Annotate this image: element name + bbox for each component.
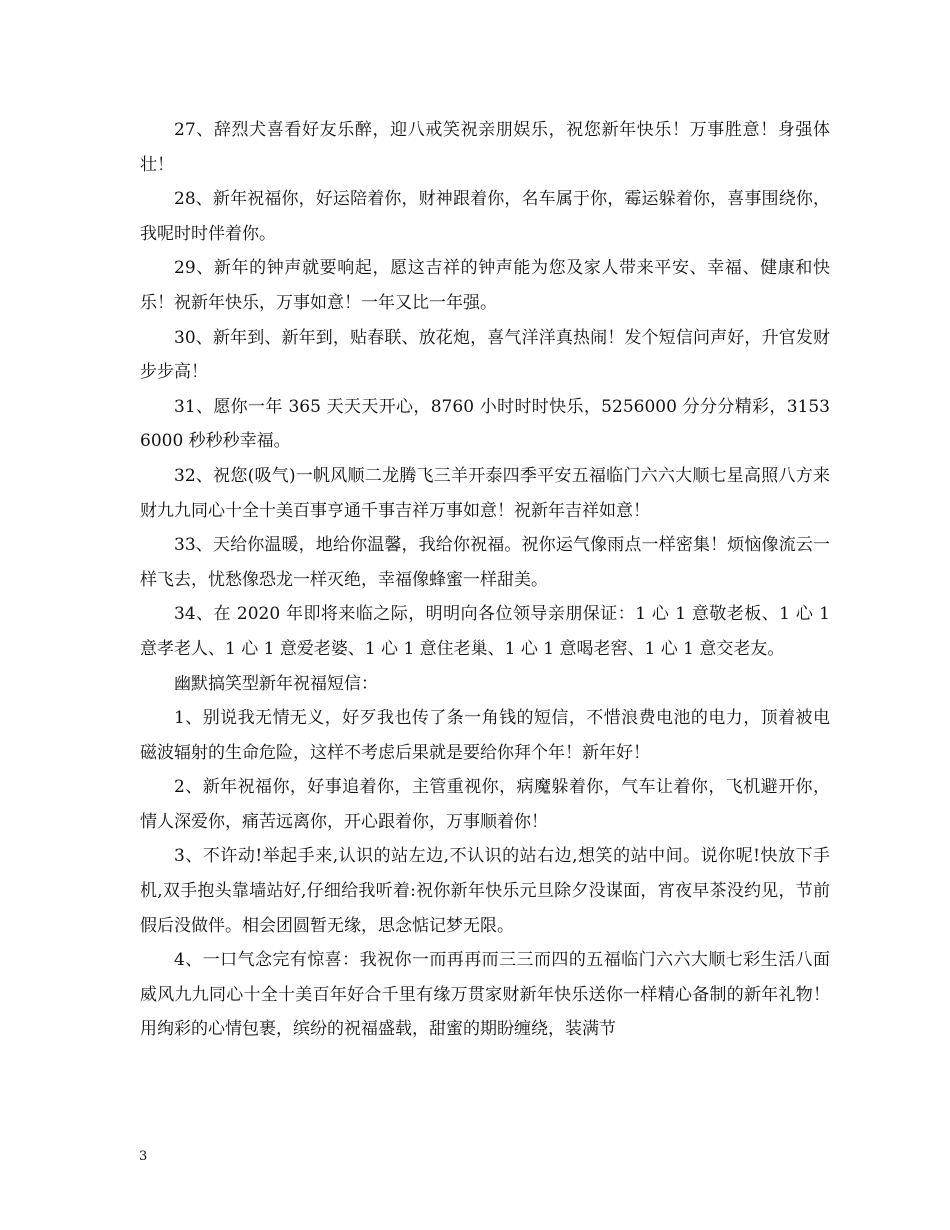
paragraph-28: 28、新年祝福你，好运陪着你，财神跟着你，名车属于你，霉运躲着你，喜事围绕你，我呢时时伴着你。 bbox=[140, 189, 830, 244]
paragraph-29: 29、新年的钟声就要响起，愿这吉祥的钟声能为您及家人带来平安、幸福、健康和快乐！祝新年快乐，万事如意！一年又比一年强。 bbox=[140, 258, 830, 313]
paragraph-humor-1: 1、别说我无情无义，好歹我也传了条一角钱的短信，不惜浪费电池的电力，顶着被电磁波辐射的生命危险，这样不考虑后果就是要给你拜个年！新年好！ bbox=[140, 708, 830, 763]
section-heading: 幽默搞笑型新年祝福短信： bbox=[174, 673, 378, 694]
paragraph-34: 34、在 2020 年即将来临之际，明明向各位领导亲朋保证：1 心 1 意敬老板、1 心 1 意孝老人、1 心 1 意爱老婆、1 心 1 意住老巢、1 心 1 意喝老窖、1 心 1 意交老友。 bbox=[140, 604, 830, 659]
paragraph-32: 32、祝您(吸气)一帆风顺二龙腾飞三羊开泰四季平安五福临门六六大顺七星高照八方来财九九同心十全十美百事亨通千事吉祥万事如意！祝新年吉祥如意！ bbox=[140, 465, 830, 521]
paragraph-27: 27、辞烈犬喜看好友乐醉，迎八戒笑祝亲朋娱乐，祝您新年快乐！万事胜意！身强体壮！ bbox=[140, 120, 830, 175]
paragraph-30: 30、新年到、新年到，贴春联、放花炮，喜气洋洋真热闹！发个短信问声好，升官发财步步高！ bbox=[140, 327, 830, 383]
paragraph-31: 31、愿你一年 365 天天天开心，8760 小时时时快乐，5256000 分分分精彩，31536000 秒秒秒幸福。 bbox=[140, 396, 830, 452]
page-number: 3 bbox=[139, 1149, 148, 1164]
paragraph-humor-3: 3、不许动!举起手来,认识的站左边,不认识的站右边,想笑的站中间。说你呢!快放下手机,双手抱头靠墙站好,仔细给我听着:祝你新年快乐元旦除夕没谋面，宵夜早茶没约见，节前假后没做伴。相会团圆暂无缘，思念惦记梦无限。 bbox=[140, 846, 830, 936]
paragraph-humor-4: 4、一口气念完有惊喜：我祝你一而再再而三三而四的五福临门六六大顺七彩生活八面威风九九同心十全十美百年好合千里有缘万贯家财新年快乐送你一样精心备制的新年礼物！用绚彩的心情包裹，缤纷的祝福盛载，甜蜜的期盼缠绕，装满节 bbox=[140, 950, 830, 1040]
paragraph-humor-2: 2、新年祝福你，好事追着你，主管重视你，病魔躲着你，气车让着你，飞机避开你，情人深爱你，痛苦远离你，开心跟着你，万事顺着你！ bbox=[140, 777, 830, 832]
document-body bbox=[140, 113, 830, 1047]
paragraph-33: 33、天给你温暖，地给你温馨，我给你祝福。祝你运气像雨点一样密集！烦恼像流云一样飞去，忧愁像恐龙一样灭绝，幸福像蜂蜜一样甜美。 bbox=[140, 535, 830, 590]
